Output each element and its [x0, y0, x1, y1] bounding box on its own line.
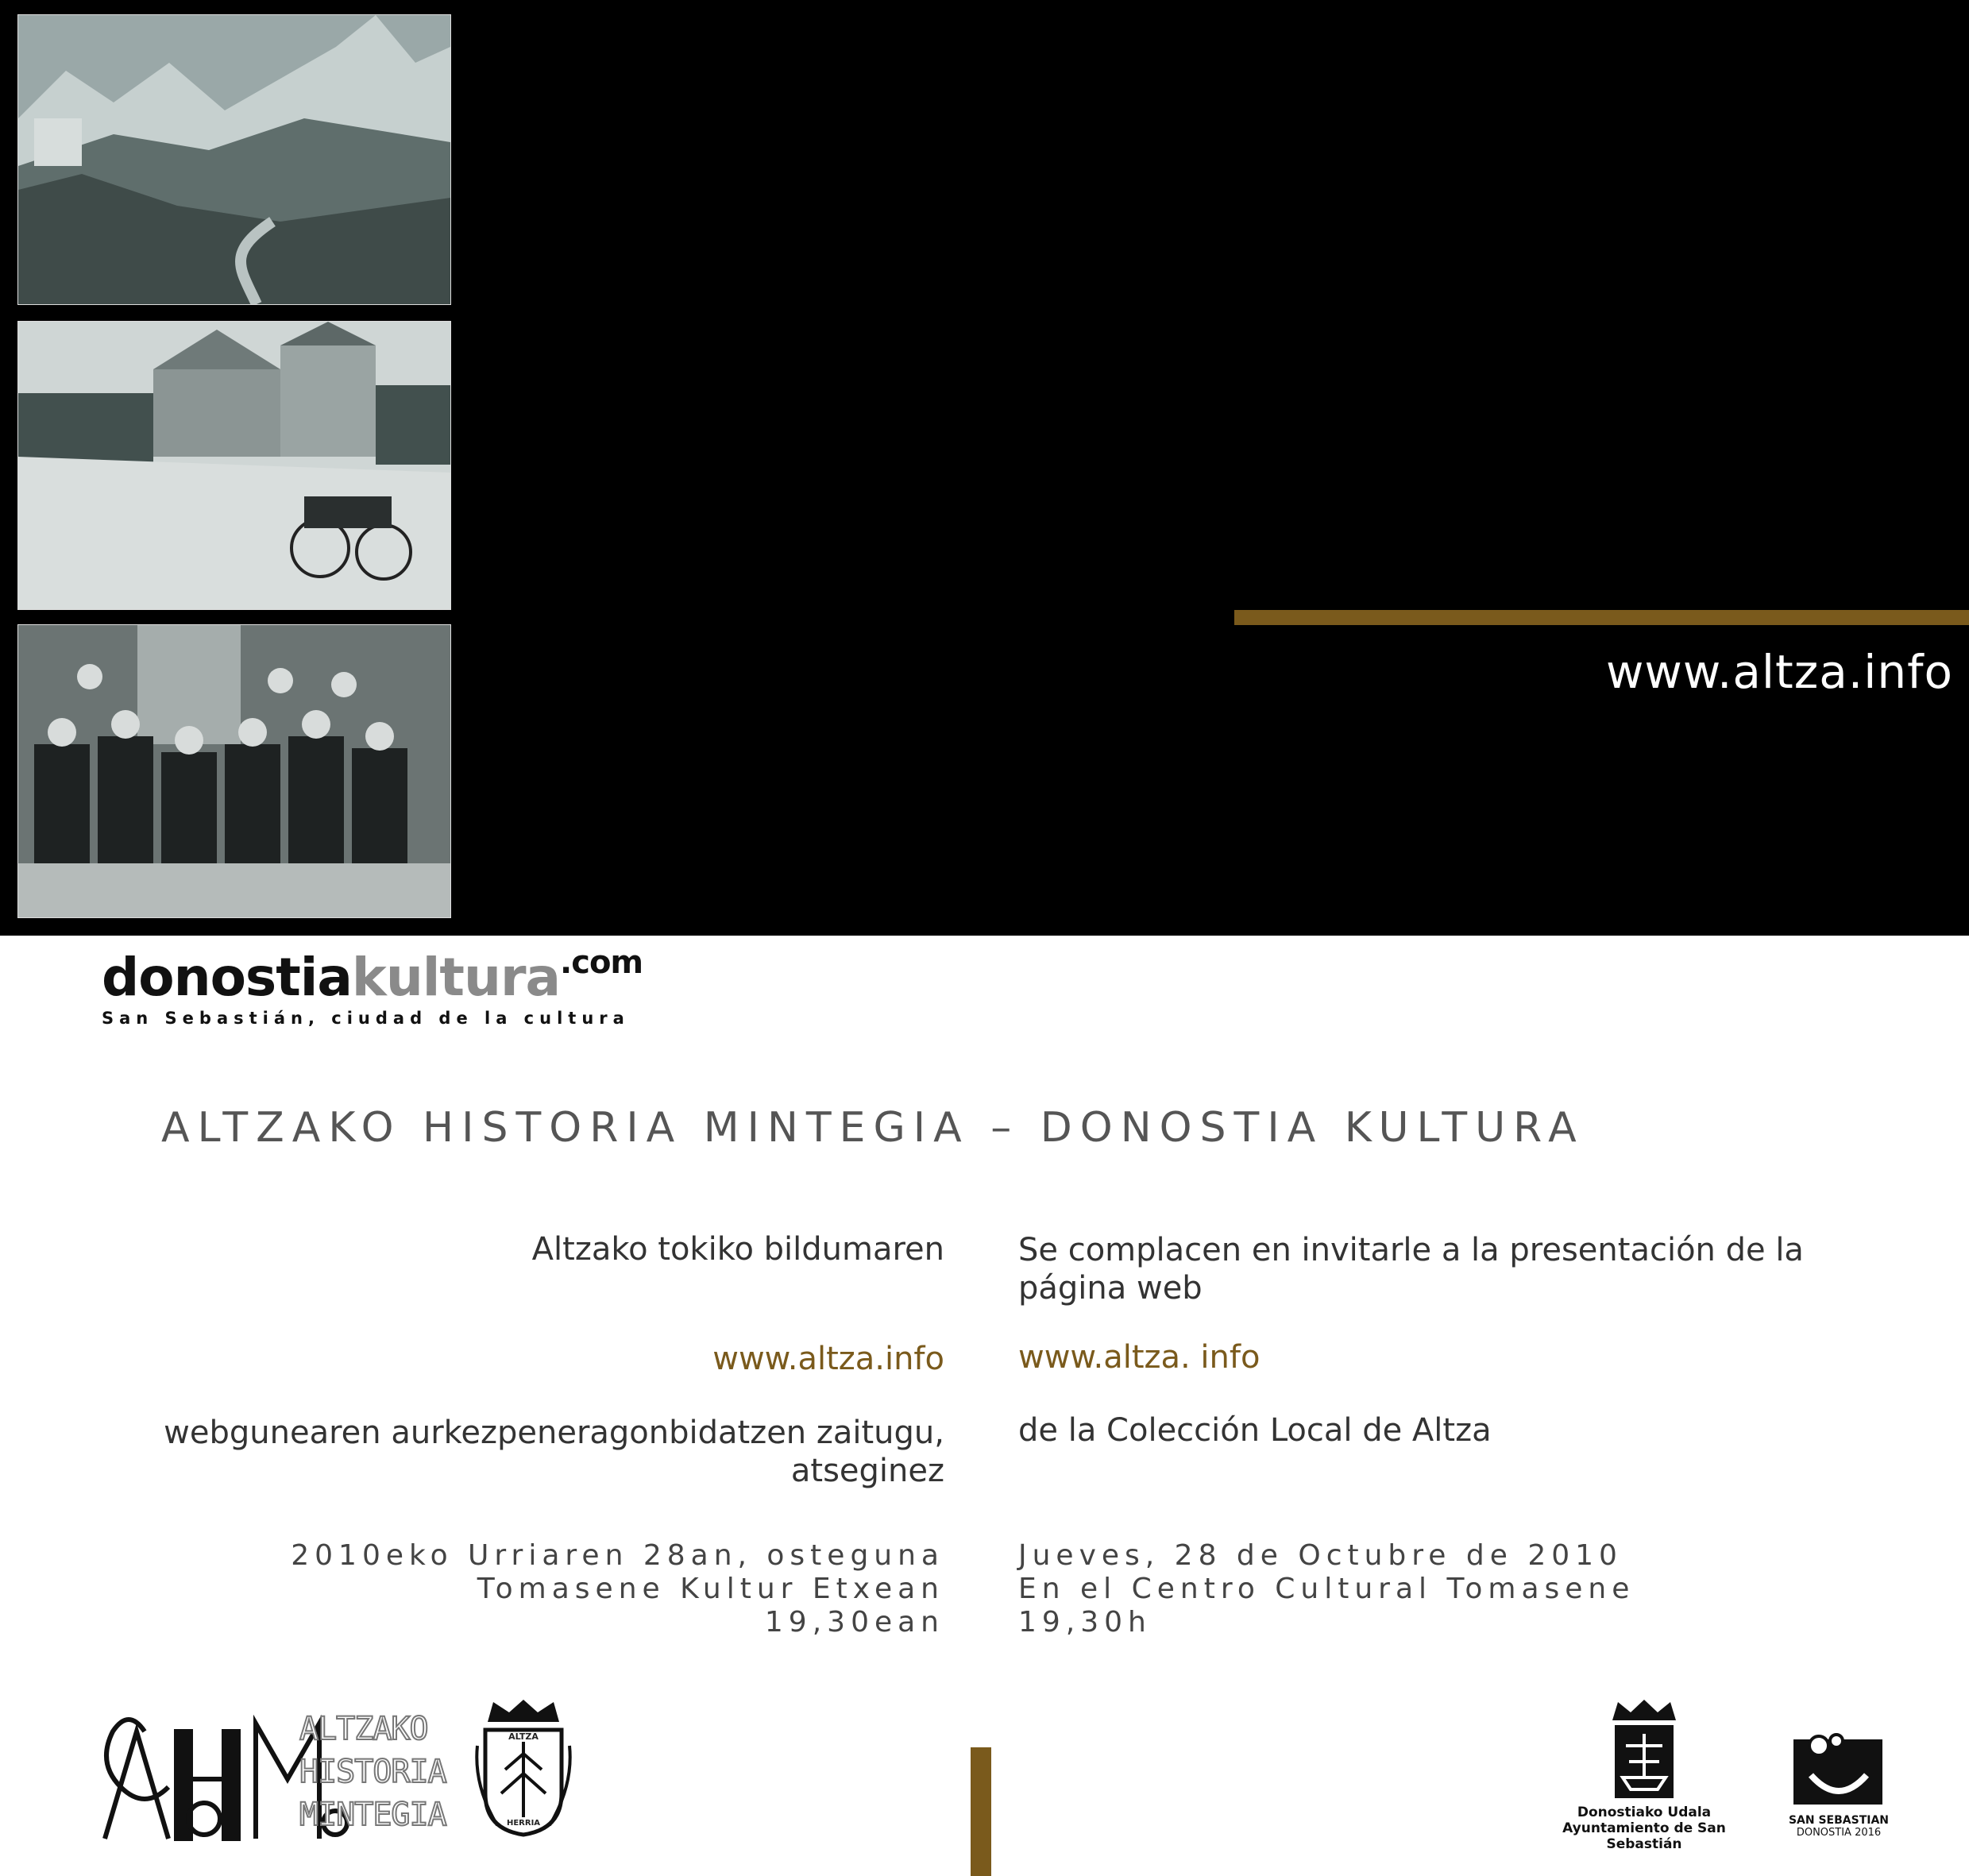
group-portrait-photo	[17, 624, 451, 918]
basque-event-details	[291, 1539, 944, 1639]
logo-part-kultura: kultura	[351, 947, 561, 1008]
basque-time: 19,30ean	[764, 1606, 944, 1639]
donostia-caption-line1: Donostiako Udala	[1577, 1805, 1712, 1820]
basque-text-line2: atseginez	[790, 1453, 944, 1489]
banner	[0, 0, 1969, 936]
ss2016-mark-icon	[1787, 1731, 1890, 1811]
city-crest-icon	[1529, 1698, 1759, 1801]
donostiakultura-logo	[102, 944, 643, 1028]
spanish-date: Jueves, 28 de Octubre de 2010	[1018, 1539, 1623, 1572]
logo-tagline: San Sebastián, ciudad de la cultura	[102, 1009, 630, 1028]
spanish-intro-line1: Se complacen en invitarle a la presentación de la	[1018, 1232, 1804, 1268]
logo-suffix: .com	[560, 944, 643, 981]
spanish-text: de la Colección Local de Altza	[1018, 1412, 1492, 1449]
ahm-text-line2: HISTORIA	[299, 1754, 446, 1790]
spanish-intro-line2: página web	[1018, 1270, 1203, 1307]
convent-road-carriage-photo	[17, 321, 451, 610]
invitation-heading: ALTZAKO HISTORIA MINTEGIA – DONOSTIA KULTURA	[161, 1104, 1585, 1152]
ahm-text-line1: ALTZAKO	[299, 1711, 428, 1747]
san-sebastian-2016-logo	[1787, 1731, 1890, 1843]
donostiako-udala-logo	[1529, 1698, 1759, 1852]
banner-url[interactable]: www.altza.info	[1605, 645, 1953, 699]
gold-divider-line	[1234, 610, 1969, 625]
altza-label-bottom: HERRIA	[506, 1819, 541, 1828]
gold-vertical-bar	[971, 1747, 991, 1876]
spanish-time: 19,30h	[1018, 1606, 1152, 1639]
mountain-valley-engraving	[17, 14, 451, 305]
basque-place: Tomasene Kultur Etxean	[477, 1573, 944, 1605]
spanish-url[interactable]: www.altza. info	[1018, 1339, 1261, 1376]
spanish-intro	[1018, 1231, 1804, 1307]
altza-label-top: ALTZA	[508, 1731, 539, 1742]
spanish-event-details	[1018, 1539, 1635, 1639]
altza-coat-of-arms	[473, 1698, 573, 1838]
basque-date: 2010eko Urriaren 28an, osteguna	[291, 1539, 944, 1572]
ss2016-caption-line2: DONOSTIA 2016	[1796, 1827, 1882, 1839]
donostia-caption-line2: Ayuntamiento de San Sebastián	[1562, 1820, 1726, 1852]
basque-text-line1: webgunearen aurkezpeneragonbidatzen zaitugu,	[164, 1415, 944, 1451]
logo-part-donostia: donostia	[102, 947, 352, 1008]
ahm-text-line3: MINTEGIA	[299, 1797, 446, 1833]
ss2016-caption-line1: SAN SEBASTIAN	[1788, 1814, 1890, 1827]
basque-text	[164, 1414, 944, 1490]
basque-url[interactable]: www.altza.info	[712, 1341, 944, 1377]
spanish-place: En el Centro Cultural Tomasene	[1018, 1573, 1635, 1605]
basque-intro: Altzako tokiko bildumaren	[531, 1231, 944, 1268]
coat-of-arms-icon	[473, 1698, 573, 1838]
ahm-logo	[97, 1700, 446, 1843]
